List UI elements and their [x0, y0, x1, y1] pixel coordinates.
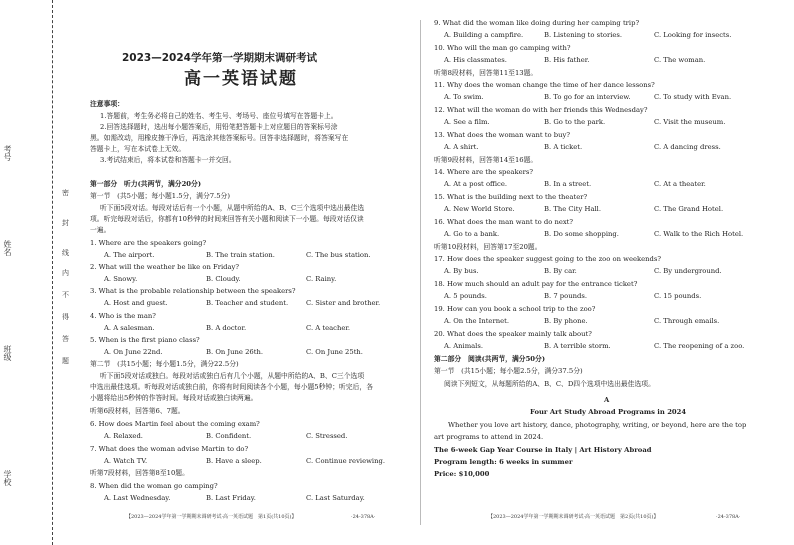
passage-line: art programs to attend in 2024. — [434, 433, 544, 441]
question: 18. How much should an adult pay for the entrance ticket? — [434, 280, 638, 288]
question: 13. What does the woman want to buy? — [434, 131, 570, 139]
directions: 项。听完每段对话后，你都有10秒钟的时间来回答有关小题和阅读下一小题。每段对话仅读 — [90, 215, 364, 223]
option-c: C. Walk to the Rich Hotel. — [654, 230, 744, 238]
option-b: B. By phone. — [544, 317, 588, 325]
question: 16. What does the man want to do next? — [434, 218, 574, 226]
question: 17. How does the speaker suggest going to the zoo on weekends? — [434, 255, 662, 263]
option-c: C. By underground. — [654, 267, 722, 275]
option-b: B. Go to the park. — [544, 118, 606, 126]
question: 10. Who will the man go camping with? — [434, 44, 571, 52]
option-c: C. Looking for insects. — [654, 31, 732, 39]
margin-label-name: 姓名 — [3, 240, 12, 256]
option-c: C. Last Saturday. — [306, 494, 365, 502]
material-note: 听第7段材料，回答第8至10题。 — [90, 469, 189, 477]
directions: 一遍。 — [90, 226, 111, 234]
passage-title: Four Art Study Abroad Programs in 2024 — [530, 408, 687, 416]
option-a: A. 5 pounds. — [444, 292, 487, 300]
option-a: A. Snowy. — [104, 275, 138, 283]
margin-label-school: 学校 — [3, 470, 12, 486]
directions: 小题将给出5秒钟的作答时间。每段对话或独白读两遍。 — [90, 394, 258, 402]
option-b: B. 7 pounds. — [544, 292, 587, 300]
option-a: A. At a post office. — [444, 180, 508, 188]
material-note: 听第8段材料，回答第11至13题。 — [434, 69, 538, 77]
directions: 听下面5段对话或独白。每段对话或独白后有几个小题，从题中所给的A、B、C三个选项 — [100, 372, 365, 380]
option-a: A. A shirt. — [444, 143, 479, 151]
program-title: The 6-week Gap Year Course in Italy | Art History Abroad — [434, 446, 652, 454]
option-c: C. Visit the museum. — [654, 118, 726, 126]
page-footer: 【2023—2024学年第一学期期末调研考试·高一英语试题 第2页(共10页)】 — [488, 514, 659, 520]
question: 2. What will the weather be like on Friday? — [90, 263, 240, 271]
section1-heading: 第一节 (共5小题；每小题1.5分，满分7.5分) — [90, 192, 230, 200]
option-a: A. Relaxed. — [104, 432, 143, 440]
question: 8. When did the woman go camping? — [90, 482, 218, 490]
option-c: C. On June 25th. — [306, 348, 363, 356]
option-c: C. A teacher. — [306, 324, 351, 332]
part2-section1: 第一节 (共15小题；每小题2.5分，满分37.5分) — [434, 367, 583, 375]
seal-char: 不 — [62, 291, 69, 299]
option-a: A. The airport. — [104, 251, 155, 259]
option-c: C. Rainy. — [306, 275, 337, 283]
notice-item: 黑。如需改动，用橡皮擦干净后，再选涂其他答案标号。回答非选择题时，将答案写在 — [90, 134, 349, 142]
exam-title: 2023—2024学年第一学期期末调研考试 — [122, 52, 317, 64]
question: 6. How does Martin feel about the coming exam? — [90, 420, 260, 428]
question: 9. What did the woman like doing during her camping trip? — [434, 19, 640, 27]
passage-line: Whether you love art history, dance, photography, writing, or beyond, here are the top — [448, 421, 747, 429]
option-a: A. Go to a bank. — [444, 230, 500, 238]
material-note: 听第6段材料，回答第6、7题。 — [90, 407, 185, 415]
option-b: B. A doctor. — [206, 324, 247, 332]
question: 12. What will the woman do with her friends this Wednesday? — [434, 106, 648, 114]
option-b: B. Last Friday. — [206, 494, 256, 502]
option-a: A. Animals. — [444, 342, 484, 350]
page-code: ·24-378A· — [716, 514, 741, 520]
option-c: C. The Grand Hotel. — [654, 205, 724, 213]
notice-item: 答题卡上，写在本试卷上无效。 — [90, 145, 186, 153]
option-c: C. Sister and brother. — [306, 299, 381, 307]
option-b: B. Do some shopping. — [544, 230, 619, 238]
option-a: A. Watch TV. — [104, 457, 148, 465]
option-a: A. See a film. — [444, 118, 490, 126]
option-b: B. His father. — [544, 56, 590, 64]
margin-label-class: 班级 — [3, 345, 12, 361]
option-a: A. On the Internet. — [444, 317, 509, 325]
question: 15. What is the building next to the theater? — [434, 193, 588, 201]
option-c: C. Continue reviewing. — [306, 457, 385, 465]
binding-margin — [0, 0, 70, 545]
program-price: Price: $10,000 — [434, 470, 490, 478]
option-a: A. On June 22nd. — [104, 348, 163, 356]
seal-char: 得 — [62, 313, 69, 321]
option-b: B. To go for an interview. — [544, 93, 631, 101]
seal-line — [52, 0, 53, 545]
option-c: C. 15 pounds. — [654, 292, 702, 300]
seal-char: 题 — [62, 357, 69, 365]
material-note: 听第9段材料，回答第14至16题。 — [434, 156, 538, 164]
option-a: A. Host and guest. — [104, 299, 168, 307]
option-b: B. By car. — [544, 267, 577, 275]
option-b: B. Confident. — [206, 432, 252, 440]
option-c: C. The woman. — [654, 56, 706, 64]
option-c: C. A dancing dress. — [654, 143, 721, 151]
part2-heading: 第二部分 阅读(共两节，满分50分) — [434, 355, 546, 363]
option-c: C. The bus station. — [306, 251, 371, 259]
question: 19. How can you book a school trip to the zoo? — [434, 305, 596, 313]
passage-letter: A — [604, 396, 610, 404]
option-b: B. Have a sleep. — [206, 457, 262, 465]
option-c: C. The reopening of a zoo. — [654, 342, 745, 350]
part1-heading: 第一部分 听力(共两节，满分20分) — [90, 180, 202, 188]
option-a: A. By bus. — [444, 267, 479, 275]
question: 1. Where are the speakers going? — [90, 239, 207, 247]
option-b: B. A ticket. — [544, 143, 583, 151]
subject-title: 高一英语试题 — [184, 69, 298, 89]
seal-char: 密 — [62, 189, 69, 197]
seal-char: 线 — [62, 249, 69, 257]
option-a: A. Last Wednesday. — [104, 494, 171, 502]
question: 7. What does the woman advise Martin to do? — [90, 445, 249, 453]
notice-item: 1.答题前，考生务必将自己的姓名、考生号、考场号、座位号填写在答题卡上。 — [100, 112, 338, 120]
notice-item: 2.回答选择题时，选出每小题答案后，用铅笔把答题卡上对应题目的答案标号涂 — [100, 123, 338, 131]
option-b: B. Listening to stories. — [544, 31, 623, 39]
option-b: B. The train station. — [206, 251, 275, 259]
question: 11. Why does the woman change the time of her dance lessons? — [434, 81, 655, 89]
option-b: B. On June 26th. — [206, 348, 264, 356]
directions: 中选出最佳选项。听每段对话或独白前，你将有时间阅读各个小题，每小题5秒钟；听完后，各 — [90, 383, 373, 391]
option-c: C. To study with Evan. — [654, 93, 732, 101]
option-c: C. Through emails. — [654, 317, 720, 325]
option-c: C. Stressed. — [306, 432, 348, 440]
option-a: A. New World Store. — [444, 205, 515, 213]
seal-char: 内 — [62, 269, 69, 277]
question: 4. Who is the man? — [90, 312, 156, 320]
question: 5. When is the first piano class? — [90, 336, 200, 344]
question: 20. What does the speaker mainly talk about? — [434, 330, 592, 338]
option-a: A. His classmates. — [444, 56, 507, 64]
option-c: C. At a theater. — [654, 180, 706, 188]
option-a: A. A salesman. — [104, 324, 155, 332]
option-b: B. The City Hall. — [544, 205, 602, 213]
option-a: A. To swim. — [444, 93, 484, 101]
page-divider — [420, 20, 421, 525]
program-length: Program length: 6 weeks in summer — [434, 458, 573, 466]
question: 3. What is the probable relationship between the speakers? — [90, 287, 296, 295]
notice-item: 3.考试结束后，将本试卷和答题卡一并交回。 — [100, 156, 236, 164]
material-note: 听第10段材料，回答第17至20题。 — [434, 243, 542, 251]
question: 14. Where are the speakers? — [434, 168, 533, 176]
option-b: B. Teacher and student. — [206, 299, 289, 307]
notice-heading: 注意事项： — [90, 100, 124, 108]
section2-heading: 第二节 (共15小题；每小题1.5分，满分22.5分) — [90, 360, 239, 368]
option-a: A. Building a campfire. — [444, 31, 524, 39]
part2-directions: 阅读下列短文，从每题所给的A、B、C、D四个选项中选出最佳选项。 — [444, 380, 655, 388]
seal-char: 答 — [62, 335, 69, 343]
margin-label-exam-number: 考号 — [3, 145, 12, 161]
page-footer: 【2023—2024学年第一学期期末调研考试·高一英语试题 第1页(共10页)】 — [126, 514, 297, 520]
seal-char: 封 — [62, 219, 69, 227]
option-b: B. In a street. — [544, 180, 592, 188]
page-code: ·24-378A· — [351, 514, 376, 520]
option-b: B. Cloudy. — [206, 275, 241, 283]
option-b: B. A terrible storm. — [544, 342, 611, 350]
directions: 听下面5段对话。每段对话后有一个小题，从题中所给的A、B、C三个选项中选出最佳选 — [100, 204, 365, 212]
